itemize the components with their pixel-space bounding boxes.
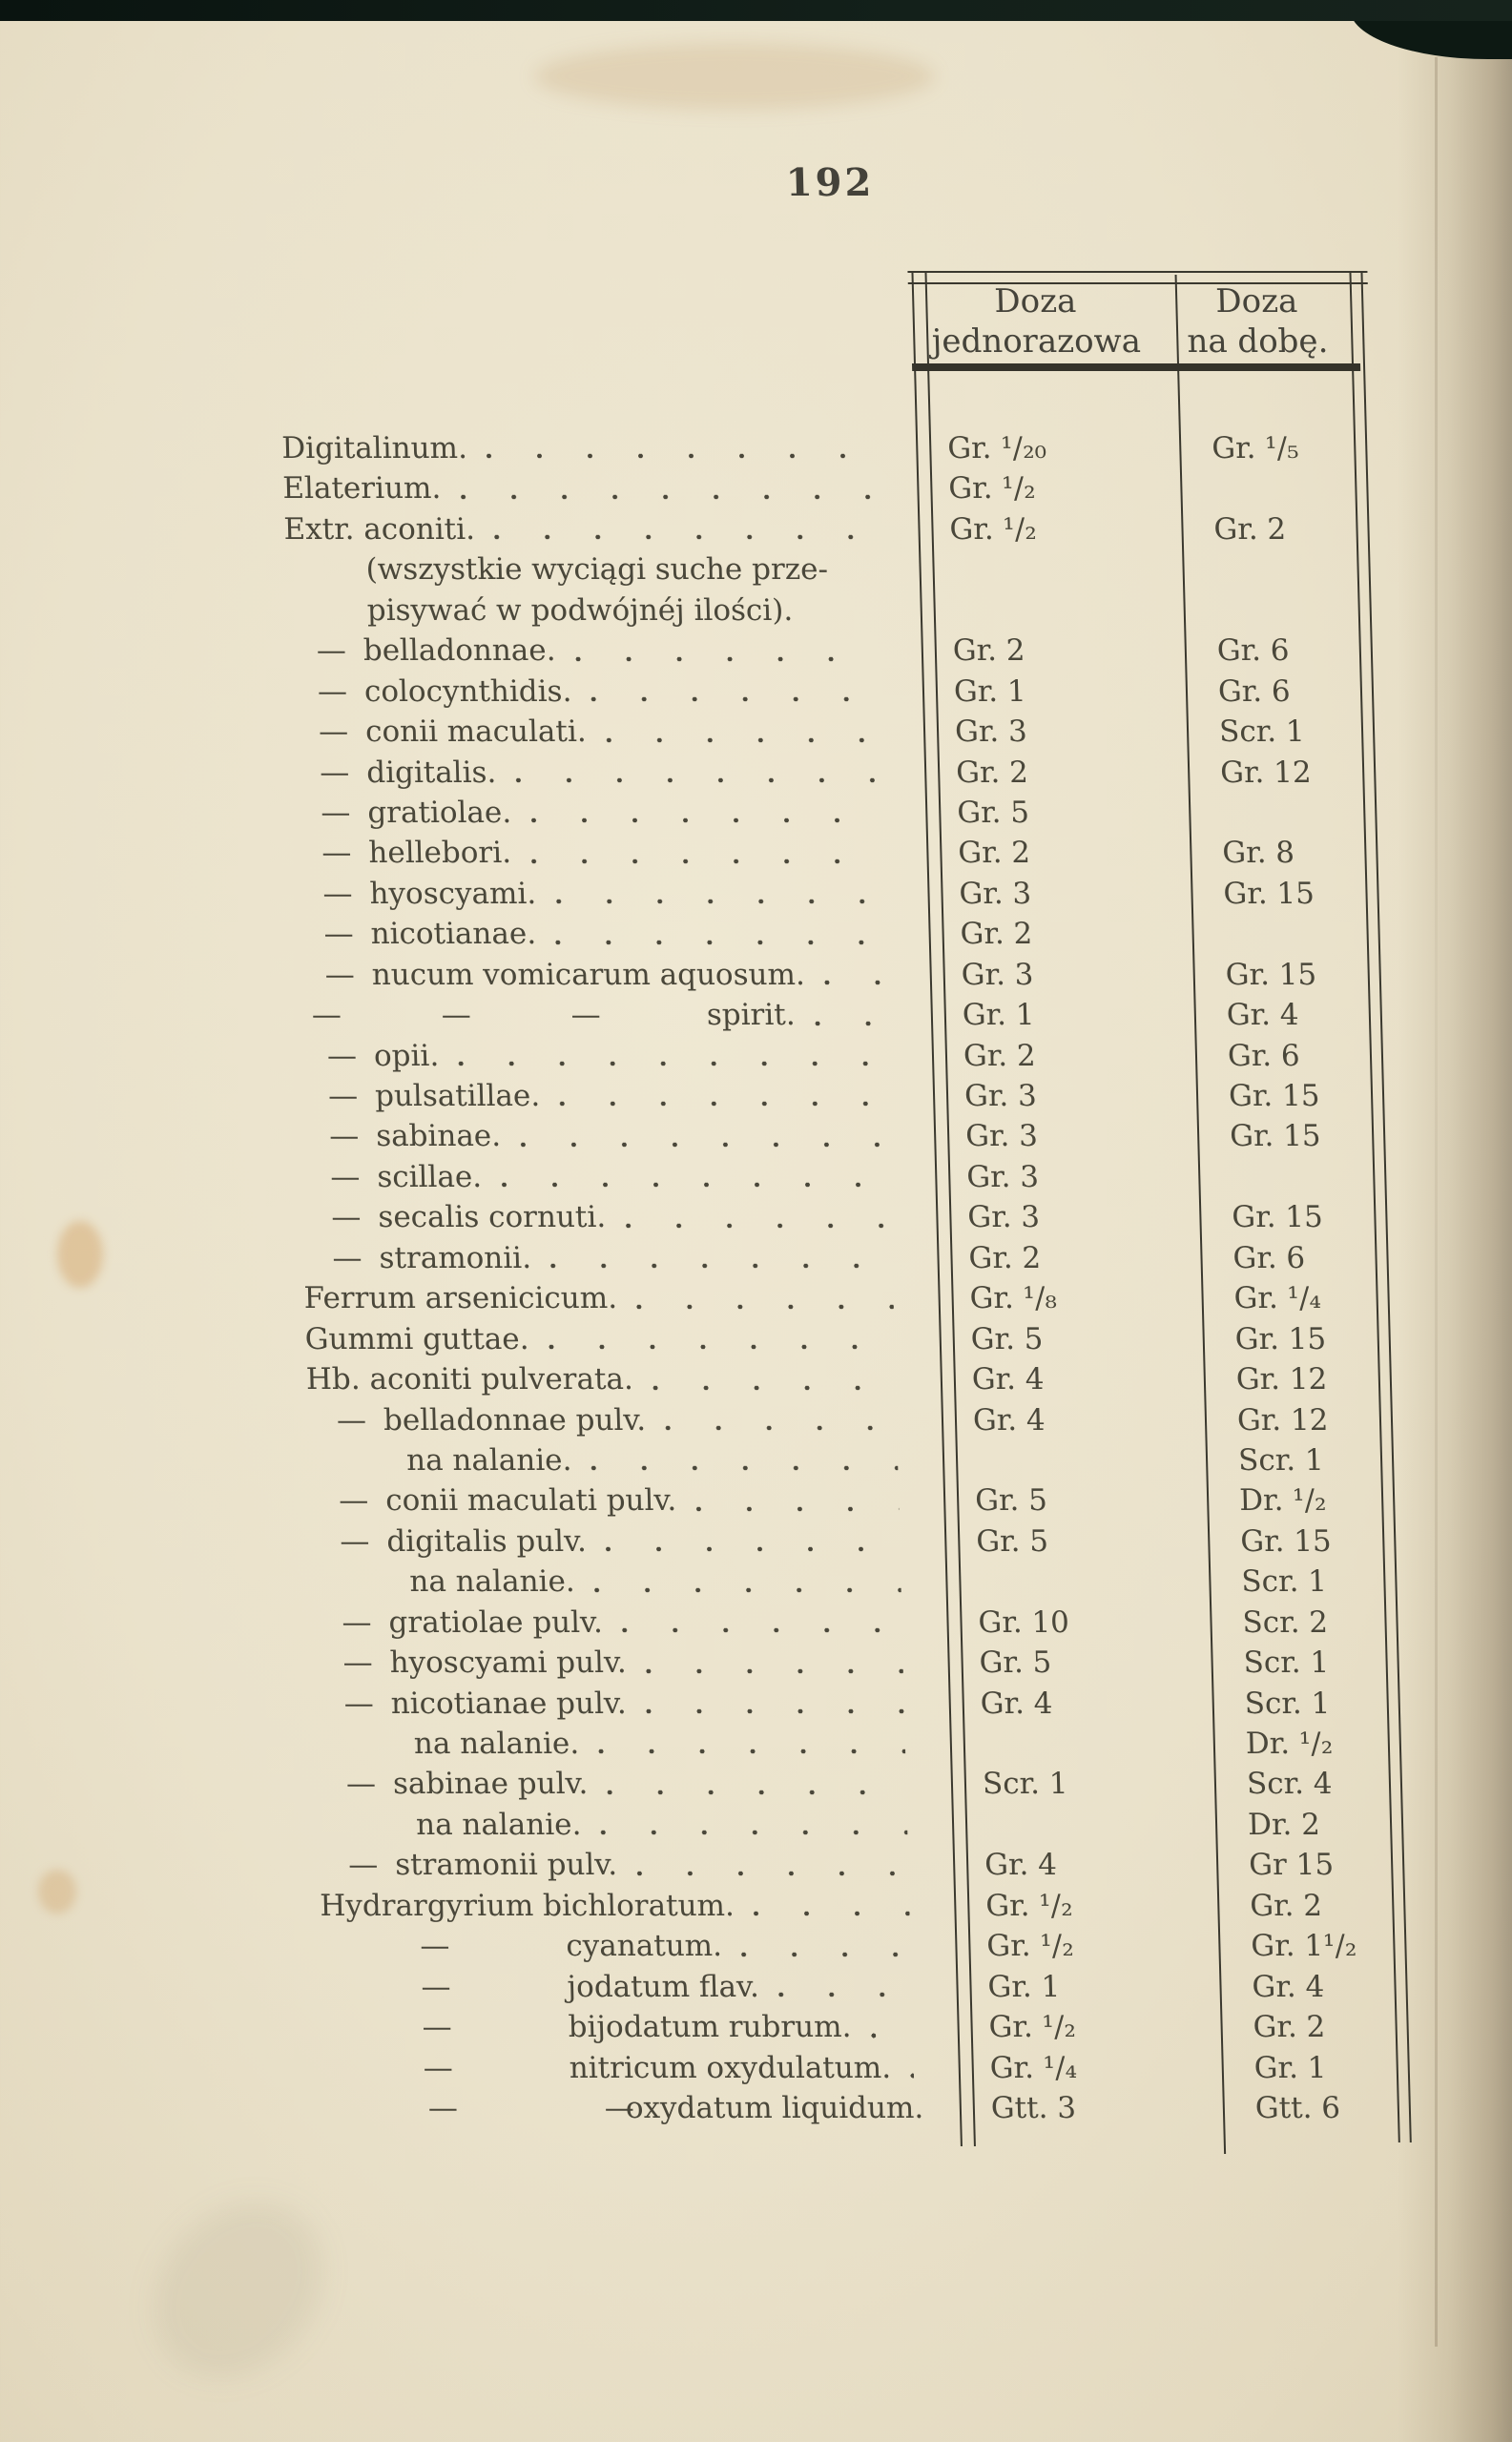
row-name: na nalanie. <box>405 1442 572 1478</box>
daily-dose-value: Scr. 1 <box>1243 1645 1330 1681</box>
table-row <box>282 468 1419 508</box>
row-name-wrap <box>302 1238 897 1278</box>
row-name-wrap <box>314 1684 908 1724</box>
dot-leader <box>594 1583 901 1596</box>
row-name-wrap <box>301 1197 896 1237</box>
row-name-wrap <box>285 590 880 631</box>
dot-leader <box>515 773 880 786</box>
daily-dose-value: Gr 15 <box>1248 1848 1335 1883</box>
dash-prefix: — <box>330 1200 362 1235</box>
row-name-wrap <box>319 1845 913 1885</box>
row-name-wrap <box>324 2088 924 2128</box>
dash-prefix: — <box>423 2050 454 2085</box>
dot-leader <box>590 692 878 705</box>
dot-leader <box>555 935 884 948</box>
page-edge-crease <box>1435 57 1438 2347</box>
dot-leader <box>530 854 882 867</box>
row-name-wrap <box>294 914 888 954</box>
table-row <box>301 1197 1438 1237</box>
single-dose-value: Gr. 3 <box>966 1200 1041 1235</box>
dot-leader <box>625 1218 892 1231</box>
row-name-wrap <box>300 1116 894 1156</box>
row-name-wrap <box>290 753 884 793</box>
row-name: digitalis. <box>365 755 497 790</box>
single-dose-value: Gr. ¹/₂ <box>947 471 1037 507</box>
row-name: conii maculati. <box>364 714 588 750</box>
daily-dose-value: Gr. 1 <box>1253 2050 1327 2085</box>
table-header-rule <box>912 363 1360 371</box>
dash-prefix: — <box>327 1079 359 1113</box>
single-dose-value: Gr. 1 <box>987 1969 1061 2004</box>
single-dose-value: Gr. 3 <box>954 714 1028 750</box>
single-dose-value: Gr. 5 <box>979 1645 1052 1681</box>
daily-dose-value: Gr. 2 <box>1213 511 1287 547</box>
row-name-wrap <box>299 1076 893 1116</box>
row-name-wrap <box>316 1764 910 1804</box>
daily-dose-value: Gr. 2 <box>1249 1888 1323 1923</box>
daily-dose-value: Scr. 1 <box>1237 1442 1325 1478</box>
dot-leader <box>636 1866 909 1879</box>
dash-prefix: — <box>317 673 348 709</box>
row-name: gratiolae pulv. <box>388 1604 604 1640</box>
row-name-wrap <box>293 874 887 914</box>
dash-prefix: — <box>342 1645 374 1681</box>
table-row <box>284 549 1420 590</box>
table-row <box>311 1562 1447 1602</box>
row-name: belladonnae pulv. <box>383 1402 647 1438</box>
dash-prefix: — <box>324 957 356 992</box>
dash-prefix: — <box>322 876 354 911</box>
table-row <box>300 1157 1437 1197</box>
single-dose-value: Gr. 5 <box>974 1483 1048 1519</box>
row-name: digitalis pulv. <box>385 1523 588 1559</box>
row-name-wrap <box>296 995 890 1035</box>
row-name: colocynthidis. <box>363 673 572 709</box>
page-number: 192 <box>785 160 875 205</box>
row-name-wrap <box>304 1319 899 1359</box>
dot-leader <box>550 1258 893 1272</box>
table-row <box>310 1521 1446 1562</box>
dash-prefix: — <box>319 755 350 790</box>
table-row <box>315 1724 1451 1764</box>
dot-leader <box>494 529 874 543</box>
row-name-wrap <box>323 2048 918 2088</box>
col-header-line: Doza <box>993 282 1077 321</box>
table-row <box>306 1400 1442 1440</box>
table-row <box>285 590 1421 631</box>
dash-prefix: — <box>323 917 355 952</box>
row-name-wrap <box>300 1157 895 1197</box>
row-name-wrap <box>322 2007 917 2047</box>
table-row <box>289 712 1425 752</box>
table-row <box>321 1926 1457 1966</box>
single-dose-value: Gr. ¹/₂₀ <box>946 431 1047 466</box>
table-row <box>322 2007 1459 2047</box>
table-row <box>287 672 1423 712</box>
daily-dose-value: Scr. 1 <box>1218 714 1306 750</box>
row-name-wrap <box>289 712 883 752</box>
row-name-wrap <box>297 1036 891 1076</box>
table-row <box>319 1845 1455 1885</box>
dash-prefix: — <box>347 1848 379 1883</box>
row-name: na nalanie. <box>415 1807 582 1842</box>
row-name-wrap <box>318 1805 912 1845</box>
dot-leader <box>665 1420 897 1434</box>
table-row <box>302 1238 1439 1278</box>
row-name: pisywać w podwójnéj ilości). <box>366 592 794 628</box>
row-name-wrap <box>281 428 876 468</box>
dot-leader <box>598 1744 905 1757</box>
row-name: opii. <box>373 1038 440 1073</box>
dot-leader <box>824 975 885 988</box>
row-name: sabinae. <box>375 1119 502 1154</box>
dot-leader <box>695 1501 899 1515</box>
daily-dose-value: Scr. 4 <box>1246 1767 1333 1802</box>
dot-leader <box>458 1056 887 1069</box>
dot-leader <box>870 2028 913 2041</box>
row-name: stramonii. <box>379 1240 532 1275</box>
row-name: Elaterium. <box>281 471 442 507</box>
dot-leader <box>652 1380 896 1394</box>
row-name-wrap <box>284 549 879 590</box>
row-name-wrap <box>308 1440 902 1480</box>
daily-dose-value: Gr. 6 <box>1217 673 1292 709</box>
row-name: Hb. aconiti pulverata. <box>305 1362 634 1397</box>
single-dose-value: Gr. 4 <box>971 1362 1045 1397</box>
dash-prefix: — — — <box>311 998 602 1033</box>
single-dose-value: Gr. 5 <box>975 1523 1049 1559</box>
row-name: spirit. <box>706 998 797 1033</box>
row-name-wrap <box>321 1967 916 2007</box>
row-name: oxydatum liquidum. <box>625 2090 924 2125</box>
daily-dose-value: Gr. 15 <box>1228 1079 1320 1113</box>
dot-leader <box>555 894 883 907</box>
dash-prefix: — <box>321 836 352 871</box>
row-name: jodatum flav. <box>567 1969 760 2004</box>
dot-leader <box>607 1785 906 1798</box>
daily-dose-value: Gr. 15 <box>1225 957 1317 992</box>
table-row <box>308 1440 1444 1480</box>
table-row <box>313 1643 1449 1683</box>
row-name-wrap <box>305 1359 900 1399</box>
row-name-wrap <box>315 1724 909 1764</box>
single-dose-value: Gr. 2 <box>963 1038 1037 1073</box>
daily-dose-value: Gr. 15 <box>1234 1321 1327 1356</box>
dot-leader <box>606 1542 901 1555</box>
row-name-wrap <box>309 1480 903 1521</box>
row-name: (wszystkie wyciągi suche prze- <box>365 552 829 588</box>
row-name: hellebori. <box>367 836 512 871</box>
daily-dose-value: Gr. 15 <box>1239 1523 1333 1559</box>
row-name: Extr. aconiti. <box>283 511 476 547</box>
daily-dose-value: Gr. 12 <box>1219 755 1313 790</box>
row-name: Gummi guttae. <box>304 1321 529 1356</box>
single-dose-value: Gr. ¹/₄ <box>989 2050 1078 2085</box>
dot-leader <box>575 652 878 665</box>
table-row <box>300 1116 1436 1156</box>
dot-leader <box>548 1339 895 1353</box>
daily-dose-value: Gr. 12 <box>1236 1402 1329 1438</box>
daily-dose-value: Gr. 12 <box>1235 1362 1328 1397</box>
single-dose-value: Gr. 3 <box>961 957 1034 992</box>
row-name: nicotianae. <box>370 917 537 952</box>
table-row <box>318 1805 1454 1845</box>
row-name: na nalanie. <box>408 1564 576 1600</box>
row-name: secalis cornuti. <box>377 1200 607 1235</box>
table-row <box>299 1076 1435 1116</box>
table-row <box>296 995 1432 1035</box>
single-dose-value: Gtt. 3 <box>990 2090 1077 2125</box>
row-name-wrap <box>295 955 889 995</box>
dash-prefix: — <box>316 633 347 669</box>
dot-leader <box>460 489 873 503</box>
daily-dose-value: Gr. 6 <box>1232 1240 1306 1275</box>
table-row <box>305 1359 1441 1399</box>
col-header-line: Doza <box>1214 282 1298 321</box>
row-name: sabinae pulv. <box>392 1767 589 1802</box>
dot-leader <box>600 1825 907 1838</box>
dot-leader <box>778 1987 912 2000</box>
row-name: hyoscyami. <box>369 876 537 911</box>
dot-leader <box>636 1299 894 1313</box>
row-name: Digitalinum. <box>280 431 468 466</box>
dot-leader <box>910 2068 914 2081</box>
row-name: nicotianae pulv. <box>390 1686 628 1721</box>
dot-leader <box>741 1947 911 1960</box>
dash-prefix: — <box>422 2010 453 2045</box>
single-dose-value: Gr. 3 <box>963 1079 1038 1113</box>
row-name-wrap <box>310 1521 904 1562</box>
dot-leader <box>520 1137 890 1150</box>
single-dose-value: Gr. ¹/₂ <box>988 2010 1077 2045</box>
dash-prefix: — <box>342 1604 373 1640</box>
dot-leader <box>487 448 872 462</box>
dash-prefix: — <box>318 714 349 750</box>
row-name: na nalanie. <box>413 1727 580 1761</box>
dot-leader <box>646 1664 903 1677</box>
single-dose-value: Gr. 4 <box>980 1686 1053 1721</box>
row-name-wrap <box>306 1400 901 1440</box>
dot-leader <box>815 1016 887 1029</box>
single-dose-value: Gr. ¹/₈ <box>969 1281 1058 1316</box>
table-row <box>303 1278 1440 1318</box>
single-dose-value: Gr. 2 <box>960 917 1033 952</box>
row-name-wrap <box>291 793 885 833</box>
table-row <box>286 631 1422 671</box>
table-row <box>314 1684 1450 1724</box>
row-name: Ferrum arsenicicum. <box>303 1281 618 1316</box>
row-name-wrap <box>313 1643 907 1683</box>
dash-prefix: — <box>332 1240 363 1275</box>
single-dose-value: Gr. ¹/₂ <box>984 1888 1073 1923</box>
row-name: bijodatum rubrum. <box>568 2010 852 2045</box>
table-row <box>297 1036 1433 1076</box>
table-row <box>294 914 1430 954</box>
table-row <box>320 1886 1456 1926</box>
dash-prefix: — — <box>427 2090 635 2125</box>
table-row <box>312 1603 1448 1643</box>
table-row <box>304 1319 1440 1359</box>
daily-dose-value: Scr. 1 <box>1244 1686 1331 1721</box>
row-name-wrap <box>292 833 886 873</box>
single-dose-value: Gr. 3 <box>964 1119 1039 1154</box>
table-row <box>291 793 1427 833</box>
single-dose-value: Gr. 2 <box>957 836 1031 871</box>
row-name-wrap <box>303 1278 898 1318</box>
dash-prefix: — <box>336 1402 367 1438</box>
table-row <box>324 2088 1460 2128</box>
row-name: cyanatum. <box>565 1929 723 1964</box>
dash-prefix: — <box>329 1159 361 1194</box>
single-dose-value: Gr. 3 <box>959 876 1032 911</box>
daily-dose-value: Dr. ¹/₂ <box>1245 1727 1334 1761</box>
row-name-wrap <box>286 631 880 671</box>
daily-dose-value: Gr. 4 <box>1252 1969 1325 2004</box>
row-name: Hydrargyrium bichloratum. <box>319 1888 735 1923</box>
daily-dose-value: Gr. 6 <box>1227 1038 1301 1073</box>
dot-leader <box>590 1460 898 1474</box>
dash-prefix: — <box>421 1969 452 2004</box>
daily-dose-value: Gr. 8 <box>1221 836 1295 871</box>
table-row <box>323 2048 1460 2088</box>
single-dose-value: Gr. 5 <box>956 795 1030 830</box>
table-row <box>309 1480 1445 1521</box>
table-row <box>295 955 1431 995</box>
page-right-edge-shadow <box>1398 0 1512 2442</box>
daily-dose-value: Dr. 2 <box>1247 1807 1321 1842</box>
daily-dose-value: Gr. 2 <box>1253 2010 1326 2045</box>
dot-leader <box>501 1177 891 1190</box>
col-header-single-dose <box>904 281 1168 362</box>
dose-table-rows <box>281 428 1461 2128</box>
table-row <box>316 1764 1452 1804</box>
dash-prefix: — <box>326 1038 358 1073</box>
col-header-line: jednorazowa <box>931 322 1142 361</box>
single-dose-value: Gr. 4 <box>984 1848 1058 1883</box>
daily-dose-value: Gr. ¹/₄ <box>1233 1281 1322 1316</box>
dot-leader <box>559 1096 888 1109</box>
dash-prefix: — <box>343 1686 375 1721</box>
daily-dose-value: Gr. 4 <box>1226 998 1299 1033</box>
single-dose-value: Gr. 2 <box>968 1240 1042 1275</box>
single-dose-value: Gr. 2 <box>955 755 1029 790</box>
row-name-wrap <box>282 468 877 508</box>
table-row <box>283 509 1419 549</box>
single-dose-value: Gr. 1 <box>962 998 1035 1033</box>
row-name-wrap <box>321 1926 915 1966</box>
row-name: scillae. <box>376 1159 483 1194</box>
table-row <box>281 428 1418 468</box>
row-name: conii maculati pulv. <box>384 1483 677 1519</box>
row-name: pulsatillae. <box>374 1079 541 1113</box>
dash-prefix: — <box>419 1929 450 1964</box>
dot-leader <box>530 813 881 826</box>
daily-dose-value: Gr. 1¹/₂ <box>1250 1929 1357 1964</box>
daily-dose-value: Dr. ¹/₂ <box>1238 1483 1327 1519</box>
row-name: hyoscyami pulv. <box>389 1645 628 1681</box>
table-row <box>292 833 1428 873</box>
col-header-line: na dobę. <box>1186 322 1329 361</box>
single-dose-value: Gr. ¹/₂ <box>949 511 1038 547</box>
table-row <box>293 874 1429 914</box>
dash-prefix: — <box>339 1523 370 1559</box>
single-dose-value: Gr. 3 <box>965 1159 1040 1194</box>
row-name-wrap <box>312 1603 906 1643</box>
dash-prefix: — <box>345 1767 377 1802</box>
daily-dose-value: Gr. ¹/₅ <box>1211 431 1299 466</box>
photo-top-edge <box>0 0 1512 21</box>
dot-leader <box>754 1906 910 1919</box>
daily-dose-value: Gr. 15 <box>1231 1200 1324 1235</box>
row-name: nitricum oxydulatum. <box>569 2050 892 2085</box>
daily-dose-value: Scr. 1 <box>1240 1564 1328 1600</box>
single-dose-value: Scr. 1 <box>982 1767 1068 1802</box>
single-dose-value: Gr. 4 <box>972 1402 1046 1438</box>
row-name-wrap <box>311 1562 905 1602</box>
dash-prefix: — <box>338 1483 369 1519</box>
single-dose-value: Gr. ¹/₂ <box>985 1929 1075 1964</box>
table-row <box>321 1967 1458 2007</box>
dot-leader <box>622 1623 902 1636</box>
dash-prefix: — <box>320 795 351 830</box>
daily-dose-value: Gr. 15 <box>1229 1119 1322 1154</box>
daily-dose-value: Scr. 2 <box>1242 1604 1329 1640</box>
row-name-wrap <box>287 672 881 712</box>
single-dose-value: Gr. 5 <box>970 1321 1044 1356</box>
daily-dose-value: Gr. 15 <box>1223 876 1315 911</box>
row-name: nucum vomicarum aquosum. <box>371 957 806 992</box>
row-name: gratiolae. <box>366 795 512 830</box>
row-name-wrap <box>320 1886 914 1926</box>
row-name: stramonii pulv. <box>394 1848 618 1883</box>
row-name-wrap <box>283 509 878 549</box>
row-name: belladonnae. <box>362 633 556 669</box>
single-dose-value: Gr. 10 <box>978 1604 1070 1640</box>
dash-prefix: — <box>328 1119 360 1154</box>
single-dose-value: Gr. 1 <box>953 673 1027 709</box>
daily-dose-value: Gtt. 6 <box>1254 2090 1341 2125</box>
table-row <box>290 753 1426 793</box>
dot-leader <box>606 733 880 746</box>
single-dose-value: Gr. 2 <box>952 633 1025 669</box>
col-header-daily-dose <box>1170 281 1345 362</box>
dot-leader <box>646 1704 905 1717</box>
daily-dose-value: Gr. 6 <box>1216 633 1290 669</box>
